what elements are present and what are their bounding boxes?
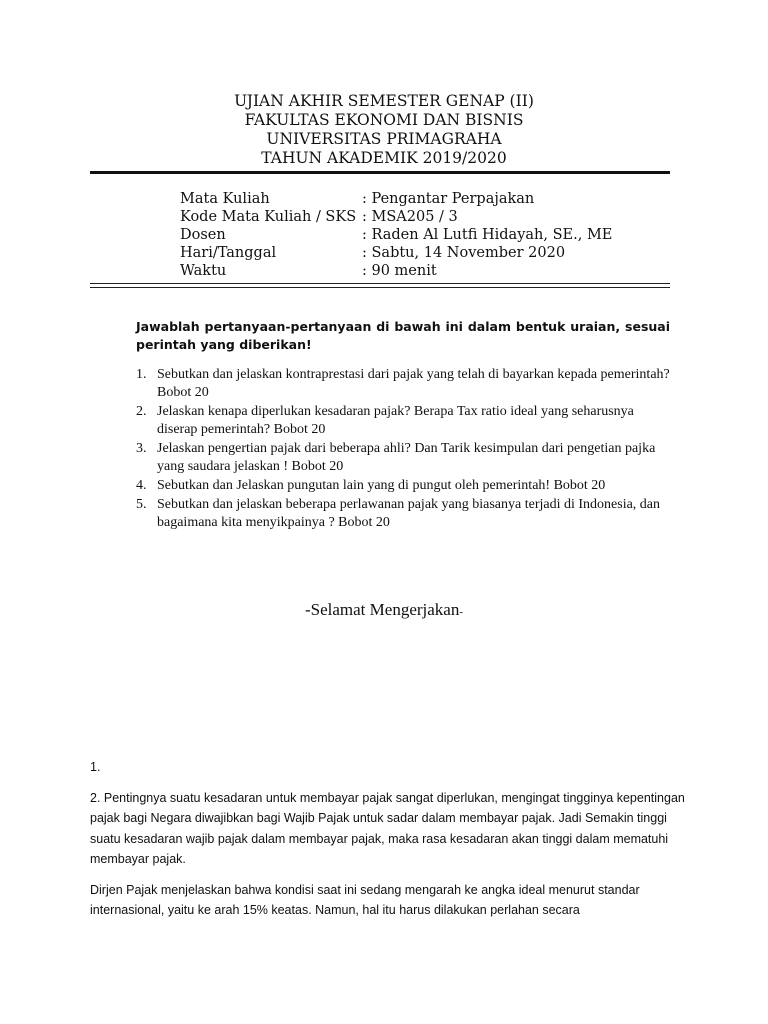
closing-message [0,600,768,620]
header-line-2: FAKULTAS EKONOMI DAN BISNIS [244,111,524,129]
question-text: Jelaskan pengertian pajak dari beberapa ahli? Dan Tarik kesimpulan dari pengetian pajka yang saudara jelaskan ! Bobot 20 [157,441,656,474]
info-row-code [180,208,612,226]
header-line-4: TAHUN AKADEMIK 2019/2020 [261,149,507,167]
header-line-1: UJIAN AKHIR SEMESTER GENAP (II) [234,92,534,110]
answer-2-continued: Dirjen Pajak menjelaskan bahwa kondisi saat ini sedang mengarah ke angka ideal menurut standar internasional, yaitu ke arah 15% keatas. Namun, hal itu harus dilakukan perlahan secara [90,882,640,917]
exam-header [0,92,768,168]
question-text: Sebutkan dan jelaskan kontraprestasi dari pajak yang telah di bayarkan kepada pemerintah? Bobot 20 [157,367,670,400]
question-number: 2. [136,404,147,419]
question-text: Jelaskan kenapa diperlukan kesadaran pajak? Berapa Tax ratio ideal yang seharusnya diserap pemerintah? Bobot 20 [157,404,634,437]
info-label: Mata Kuliah [180,191,270,207]
question-number: 3. [136,441,147,456]
header-divider [90,171,670,174]
question-text: Sebutkan dan jelaskan beberapa perlawanan pajak yang biasanya terjadi di Indonesia, dan bagaimana kita menyikpainya ? Bobot 20 [157,497,661,530]
info-label: Dosen [180,227,226,243]
info-value: : Pengantar Perpajakan [362,191,535,207]
info-value: : Raden Al Lutfi Hidayah, SE., ME [362,227,613,243]
info-row-course [180,190,612,208]
answer-1: 1. [90,760,101,774]
info-value: : 90 menit [362,263,437,279]
question-text: Sebutkan dan Jelaskan pungutan lain yang di pungut oleh pemerintah! Bobot 20 [157,478,606,493]
question-number: 4. [136,478,147,493]
closing-dash: - [459,606,464,618]
info-row-date [180,244,612,262]
question-list [136,366,676,533]
question-number: 5. [136,497,147,512]
info-divider [90,283,670,288]
question-item [136,477,676,495]
question-item [136,403,676,439]
info-value: : Sabtu, 14 November 2020 [362,245,566,261]
info-row-lecturer [180,226,612,244]
header-line-3: UNIVERSITAS PRIMAGRAHA [266,130,502,148]
exam-instruction: Jawablah pertanyaan-pertanyaan di bawah ini dalam bentuk uraian, sesuai perintah yang diberikan! [136,319,670,352]
info-label: Waktu [180,263,227,279]
answer-section [90,757,686,931]
info-row-time [180,262,612,280]
info-value: : MSA205 / 3 [362,209,458,225]
exam-info-table [180,190,612,280]
question-item [136,440,676,476]
answer-2: 2. Pentingnya suatu kesadaran untuk membayar pajak sangat diperlukan, mengingat tingginya kepentingan pajak bagi Negara diwajibkan bagi Wajib Pajak untuk sadar dalam membayar pajak. Jadi Semakin tinggi suatu kesadaran wajib pajak dalam membayar pajak, maka rasa kesadaran akan tinggi dalam mematuhi membayar pajak. [90,790,685,866]
closing-text: -Selamat Mengerjakan [304,600,460,619]
question-item [136,366,676,402]
info-label: Hari/Tanggal [180,245,277,261]
question-number: 1. [136,367,147,382]
info-label: Kode Mata Kuliah / SKS [180,209,357,225]
question-item [136,496,676,532]
